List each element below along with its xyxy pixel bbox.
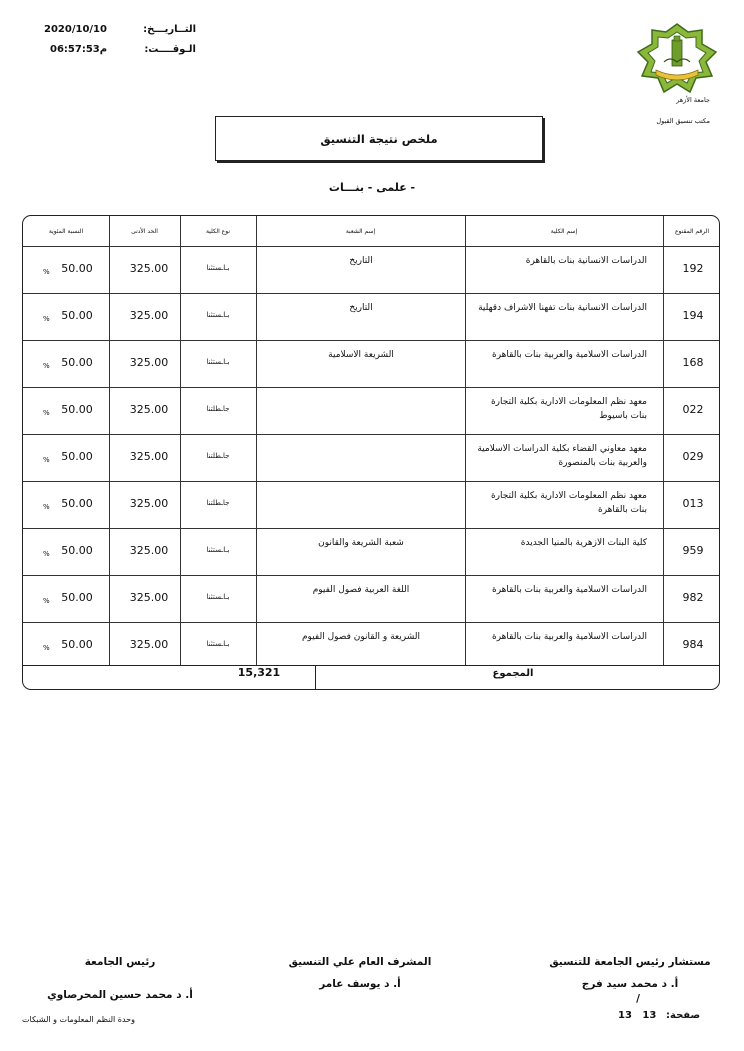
row-pct: 50.00 [61, 403, 93, 416]
row-pct-sign: % [43, 315, 50, 323]
row-code: 194 [682, 309, 704, 322]
row-min: 325.00 [129, 450, 169, 463]
table-row [23, 434, 719, 481]
university-name: جامعة الأزهر [676, 96, 710, 104]
page-number [618, 1010, 706, 1021]
page-subtitle: - علمى - بنـــات [328, 181, 416, 194]
header-college: إسم الكلية [550, 227, 578, 235]
row-branch: الشريعة الاسلامية [328, 350, 394, 360]
table-header-row [23, 216, 719, 246]
sig3-name: أ. د محمد حسين المحرصاوي [47, 989, 193, 1001]
header-branch: إسم الشعبة [345, 227, 376, 235]
azhar-logo-icon [636, 22, 718, 94]
results-table [22, 215, 720, 690]
table-row [23, 622, 719, 669]
row-college-line1: الدراسات الاسلامية والعربية بنات بالقاهرة [491, 585, 647, 595]
sig1-title: مستشار رئيس الجامعة للتنسيق [549, 956, 711, 968]
row-pct: 50.00 [61, 638, 93, 651]
row-min: 325.00 [129, 497, 169, 510]
row-pct: 50.00 [61, 309, 93, 322]
row-college-line2: والعربية بنات بالمنصورة [558, 458, 647, 468]
row-code: 168 [682, 356, 704, 369]
row-type: جاـطلتنا [206, 405, 230, 413]
row-branch: التاريخ [349, 303, 373, 313]
page-title: ملخص نتيجة التنسيق [215, 116, 543, 161]
row-divider [23, 575, 719, 576]
row-type: بـاـستثنا [206, 264, 230, 272]
row-divider [23, 528, 719, 529]
sig1-slash: / [636, 993, 640, 1005]
table-row [23, 528, 719, 575]
row-college-line1: الدراسات الاسلامية والعربية بنات بالقاهرة [491, 350, 647, 360]
row-divider [23, 246, 719, 247]
row-type: بـاـستثنا [206, 593, 230, 601]
header-percent: النسبة المئوية [48, 227, 84, 235]
row-divider [23, 434, 719, 435]
row-code: 192 [682, 262, 704, 275]
row-branch: اللغة العربية فصول الفيوم [312, 585, 410, 595]
row-min: 325.00 [129, 638, 169, 651]
row-code: 013 [682, 497, 704, 510]
row-pct: 50.00 [61, 450, 93, 463]
unit-name: وحدة النظم المعلومات و الشبكات [22, 1015, 135, 1024]
row-divider [23, 622, 719, 623]
date-label: التــاريـــخ: [143, 24, 196, 35]
row-college-line1: الدراسات الانسانية بنات بالقاهرة [525, 256, 647, 266]
row-college-line1: الدراسات الاسلامية والعربية بنات بالقاهرة [491, 632, 647, 642]
row-type: جاـطلتنا [206, 452, 230, 460]
row-divider [23, 293, 719, 294]
row-type: بـاـستثنا [206, 640, 230, 648]
col-divider [465, 216, 466, 665]
row-college-line2: بنات باسيوط [599, 411, 647, 421]
row-code: 959 [682, 544, 704, 557]
time-label: الـوقــــت: [144, 44, 196, 55]
row-divider [23, 481, 719, 482]
row-branch: الشريعة و القانون فصول الفيوم [301, 632, 421, 642]
row-type: بـاـستثنا [206, 546, 230, 554]
total-divider [23, 665, 719, 666]
date-value: 2020/10/10 [44, 24, 107, 35]
row-pct-sign: % [43, 550, 50, 558]
table-row [23, 387, 719, 434]
page-total: 13 [618, 1010, 632, 1021]
row-code: 982 [682, 591, 704, 604]
row-pct-sign: % [43, 268, 50, 276]
sig2-name: أ. د يوسف عامر [319, 978, 401, 990]
col-divider [663, 216, 664, 665]
row-pct-sign: % [43, 409, 50, 417]
row-college-line2: بنات بالقاهرة [597, 505, 647, 515]
row-college-line1: معهد نظم المعلومات الادارية بكلية التجارة [490, 491, 647, 501]
total-label: المجموع [492, 668, 534, 679]
row-branch: التاريخ [349, 256, 373, 266]
page-label: صفحة: [666, 1010, 701, 1021]
row-college-line1: كلية البنات الازهرية بالمنيا الجديدة [520, 538, 647, 548]
row-pct: 50.00 [61, 497, 93, 510]
row-code: 022 [682, 403, 704, 416]
table-row [23, 481, 719, 528]
row-min: 325.00 [129, 309, 169, 322]
table-row [23, 575, 719, 622]
row-type: بـاـستثنا [206, 311, 230, 319]
row-divider [23, 340, 719, 341]
table-row [23, 246, 719, 293]
row-pct: 50.00 [61, 544, 93, 557]
col-divider [109, 216, 110, 665]
sig1-name: أ. د محمد سيد فرج [581, 978, 679, 990]
total-value: 15,321 [237, 666, 281, 679]
sig2-title: المشرف العام علي التنسيق [288, 956, 432, 968]
header-code: الرقم المقنوع [674, 227, 710, 235]
row-pct: 50.00 [61, 356, 93, 369]
row-pct: 50.00 [61, 591, 93, 604]
row-branch: شعبة الشريعة والقانون [318, 538, 404, 548]
col-divider [180, 216, 181, 665]
row-type: بـاـستثنا [206, 358, 230, 366]
table-row [23, 340, 719, 387]
row-min: 325.00 [129, 544, 169, 557]
row-pct: 50.00 [61, 262, 93, 275]
row-divider [23, 387, 719, 388]
header-type: نوع الكلية [205, 227, 231, 235]
row-min: 325.00 [129, 356, 169, 369]
sig3-title: رئيس الجامعة [84, 956, 156, 968]
row-min: 325.00 [129, 403, 169, 416]
table-row [23, 293, 719, 340]
row-code: 029 [682, 450, 704, 463]
row-pct-sign: % [43, 503, 50, 511]
row-college-line1: معهد معاوني القضاء بكلية الدراسات الاسلامية [477, 444, 647, 454]
page-current: 13 [642, 1010, 657, 1021]
row-code: 984 [682, 638, 704, 651]
row-type: جاـطلتنا [206, 499, 230, 507]
row-min: 325.00 [129, 262, 169, 275]
row-college-line1: الدراسات الانسانية بنات تفهنا الاشراف دقهلية [478, 303, 647, 313]
row-pct-sign: % [43, 644, 50, 652]
row-pct-sign: % [43, 597, 50, 605]
row-pct-sign: % [43, 456, 50, 464]
row-college-line1: معهد نظم المعلومات الادارية بكلية التجارة [490, 397, 647, 407]
time-value: م06:57:53 [50, 44, 108, 55]
header-min: الحد الأدنى [131, 227, 158, 235]
col-divider [256, 216, 257, 665]
total-col-divider [315, 665, 316, 690]
row-min: 325.00 [129, 591, 169, 604]
row-pct-sign: % [43, 362, 50, 370]
office-name: مكتب تنسيق القبول [656, 117, 710, 125]
